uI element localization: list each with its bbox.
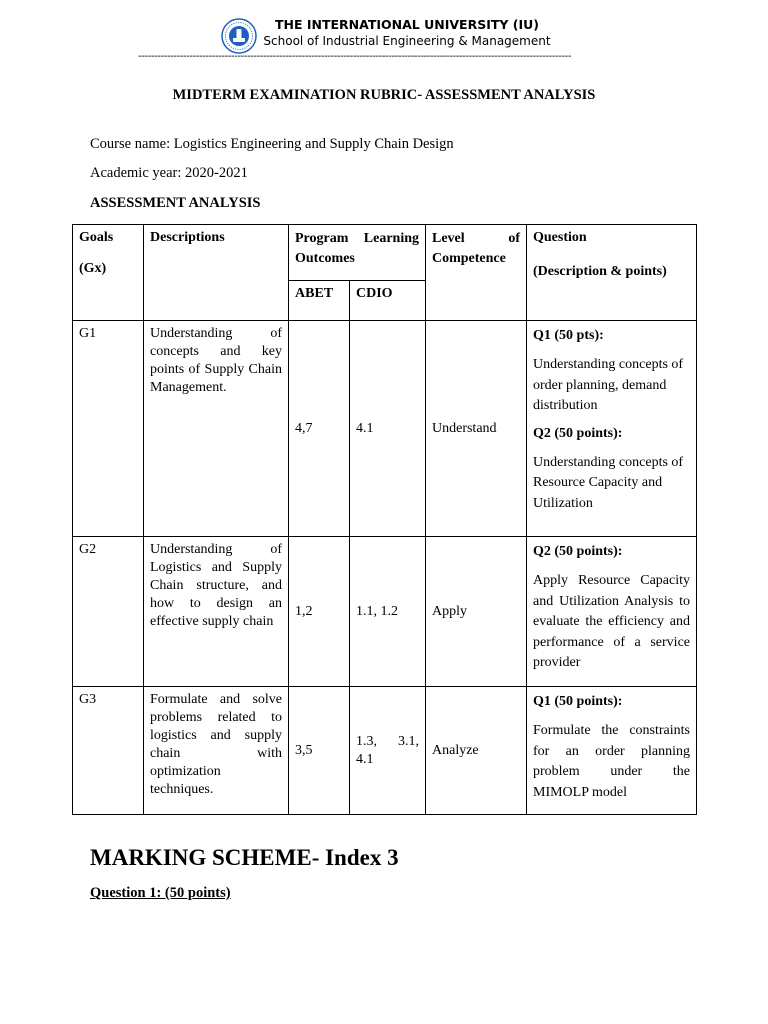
assessment-table — [72, 224, 697, 815]
school-name: School of Industrial Engineering & Management — [263, 34, 551, 48]
question-heading: Q2 (50 points): — [533, 425, 623, 441]
table-row — [73, 537, 697, 687]
header-cdio: CDIO — [350, 281, 426, 321]
header-abet: ABET — [289, 281, 350, 321]
table-row — [73, 687, 697, 815]
marking-scheme-heading: MARKING SCHEME- Index 3 — [90, 845, 399, 870]
academic-year: Academic year: 2020-2021 — [90, 165, 248, 181]
abet-cell: 3,5 — [289, 687, 350, 815]
level-cell: Analyze — [426, 687, 527, 815]
cdio-cell: 1.1, 1.2 — [350, 537, 426, 687]
question-heading: Q1 (50 pts): — [533, 328, 604, 343]
cdio-cell: 4.1 — [350, 321, 426, 537]
question-text: Formulate the constraints for an order planning problem under the MIMOLP model — [533, 723, 690, 800]
university-name: THE INTERNATIONAL UNIVERSITY (IU) — [274, 17, 539, 32]
header-goals-sub: (Gx) — [79, 261, 107, 276]
goal-cell: G1 — [73, 321, 144, 537]
question-cell — [527, 687, 697, 815]
description-cell: Understanding of concepts and key points of Supply Chain Management. — [144, 321, 289, 537]
question-cell — [527, 321, 697, 537]
question-1-heading: Question 1: (50 points) — [90, 885, 231, 901]
header-plo: Program Learning Outcomes — [289, 225, 426, 281]
header-goals-label: Goals — [79, 230, 114, 245]
description-cell: Understanding of Logistics and Supply Chain structure, and how to design an effective supply chain — [144, 537, 289, 687]
question-text: Understanding concepts of order planning, demand distribution — [533, 357, 684, 413]
question-text: Apply Resource Capacity and Utilization Analysis to evaluate the efficiency and performance of a service provider — [533, 573, 690, 670]
header-question-sub: (Description & points) — [533, 264, 667, 279]
header-question — [527, 225, 697, 321]
header-descriptions: Descriptions — [144, 225, 289, 321]
abet-cell: 1,2 — [289, 537, 350, 687]
course-name: Course name: Logistics Engineering and Supply Chain Design — [90, 136, 454, 152]
abet-cell: 4,7 — [289, 321, 350, 537]
question-cell — [527, 537, 697, 687]
goal-cell: G3 — [73, 687, 144, 815]
question-heading: Q1 (50 points): — [533, 694, 623, 709]
level-cell: Apply — [426, 537, 527, 687]
document-title: MIDTERM EXAMINATION RUBRIC- ASSESSMENT ANALYSIS — [172, 87, 596, 103]
table-row — [73, 321, 697, 537]
level-cell: Understand — [426, 321, 527, 537]
table-header-row — [73, 225, 697, 281]
cdio-cell: 1.3, 3.1, 4.1 — [350, 687, 426, 815]
question-text: Understanding concepts of Resource Capacity and Utilization — [533, 454, 684, 511]
header-goals — [73, 225, 144, 321]
university-logo — [221, 18, 257, 54]
header-question-label: Question — [533, 230, 587, 245]
goal-cell: G2 — [73, 537, 144, 687]
header-level: Level of Competence — [426, 225, 527, 321]
section-heading: ASSESSMENT ANALYSIS — [90, 195, 261, 211]
question-heading: Q2 (50 points): — [533, 544, 623, 559]
description-cell: Formulate and solve problems related to logistics and supply chain with optimization techniques. — [144, 687, 289, 815]
header-divider: --------------------------------------------------------------------------------------------------------------------------------------- — [138, 51, 572, 62]
